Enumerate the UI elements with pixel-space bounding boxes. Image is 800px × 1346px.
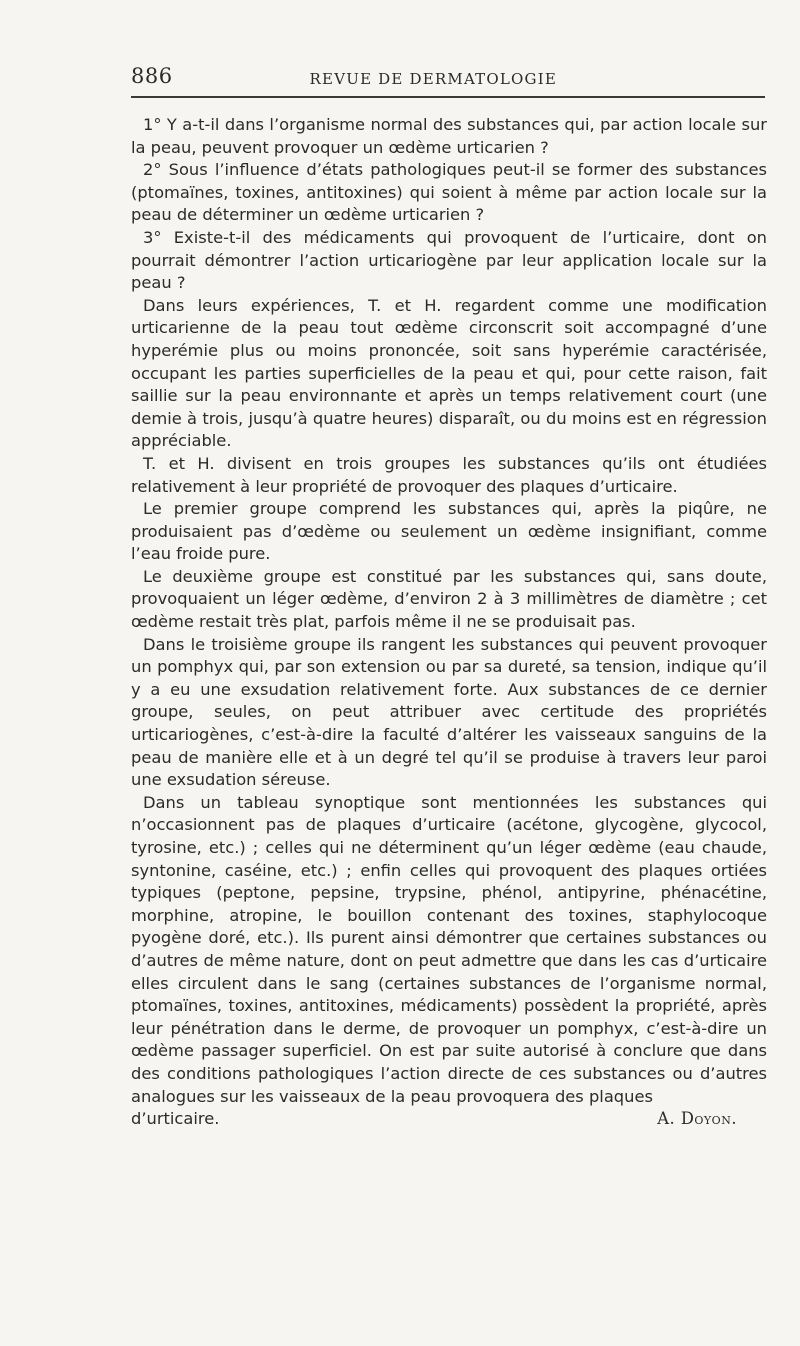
article-body xyxy=(131,114,767,1131)
paragraph-groups-intro: T. et H. divisent en trois groupes les substances qu’ils ont étudiées relativement à leur propriété de provoquer des plaques d’urticaire. xyxy=(131,453,767,496)
paragraph-experiences: Dans leurs expériences, T. et H. regardent comme une modification urticarienne de la peau tout œdème circonscrit soit accompagné d’une hyperémie plus ou moins prononcée, soit sans hyperémie caractérisée, occupant les parties superficielles de la peau et qui, pour cette raison, fait saillie sur la peau environnante et après un temps relativement court (une demie à trois, jusqu’à quatre heures) disparaît, ou du moins est en régression appréciable. xyxy=(131,295,767,451)
running-title: REVUE DE DERMATOLOGIE xyxy=(309,70,557,88)
page-number: 886 xyxy=(131,64,173,88)
paragraph-first-group: Le premier groupe comprend les substances qui, après la piqûre, ne produisaient pas d’œdème ou seulement un œdème insignifiant, comme l’eau froide pure. xyxy=(131,499,767,564)
paragraph-synoptic-table: Dans un tableau synoptique sont mentionnées les substances qui n’occasionnent pas de plaques d’urticaire (acétone, glycogène, glycocol, tyrosine, etc.) ; celles qui ne déterminent qu’un léger œdème (eau chaude, syntonine, caséine, etc.) ; enfin celles qui provoquent des plaques ortiées typiques (peptone, pepsine, trypsine, phénol, antipyrine, phénacétine, morphine, atropine, le bouillon contenant des toxines, staphylocoque pyogène doré, etc.). Ils purent ainsi démontrer que certaines substances ou d’autres de même nature, dont on peut admettre que dans les cas d’urticaire elles circulent dans le sang (certaines substances de l’organisme normal, ptomaïnes, toxines, antitoxines, médicaments) possèdent la propriété, après leur pénétration dans le derme, de provoquer un pomphyx, c’est-à-dire un œdème passager superficiel. On est par suite autorisé à conclure que dans des conditions pathologiques l’action directe de ces substances ou d’autres analogues sur les vaisseaux de la peau provoquera des plaques xyxy=(131,792,767,1106)
closing-text: d’urticaire. xyxy=(131,1109,220,1129)
paragraph-third-group: Dans le troisième groupe ils rangent les substances qui peuvent provoquer un pomphyx qui, par son extension ou par sa dureté, sa tension, indique qu’il y a eu une exsudation relativement forte. Aux substances de ce dernier groupe, seules, on peut attribuer avec certitude des propriétés urticariogènes, c’est-à-dire la faculté d’altérer les vaisseaux sanguins de la peau de manière elle et à un degré tel qu’il se produise à travers leur paroi une exsudation séreuse. xyxy=(131,634,767,790)
closing-line xyxy=(131,1108,767,1131)
author-signature: A. Doyon. xyxy=(657,1109,737,1129)
paragraph-second-group: Le deuxième groupe est constitué par les substances qui, sans doute, provoquaient un léger œdème, d’environ 2 à 3 millimètres de diamètre ; cet œdème restait très plat, parfois même il ne se produisait pas. xyxy=(131,566,767,632)
header-rule xyxy=(131,96,765,98)
paragraph-question-3: 3° Existe-t-il des médicaments qui provoquent de l’urticaire, dont on pourrait démontrer l’action urticariogène par leur application locale sur la peau ? xyxy=(131,227,767,293)
paragraph-question-1: 1° Y a-t-il dans l’organisme normal des substances qui, par action locale sur la peau, peuvent provoquer un œdème urticarien ? xyxy=(131,115,767,157)
paragraph-question-2: 2° Sous l’influence d’états pathologiques peut-il se former des substances (ptomaïnes, toxines, antitoxines) qui soient à même par action locale sur la peau de déterminer un œdème urticarien ? xyxy=(131,160,767,225)
page-header xyxy=(131,58,767,88)
